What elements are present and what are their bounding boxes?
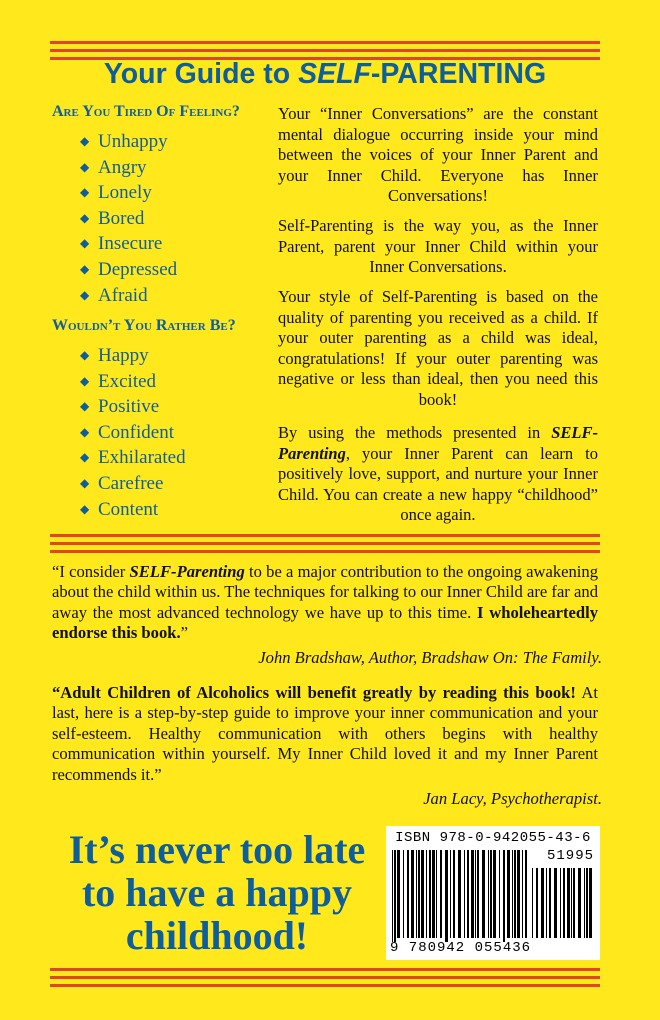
barcode-bar bbox=[421, 850, 424, 938]
diamond-bullet-icon: ◆ bbox=[80, 475, 90, 490]
list-item: ◆ Carefree bbox=[80, 471, 186, 497]
barcode-bar bbox=[445, 850, 448, 942]
list-item: ◆ Excited bbox=[80, 369, 186, 395]
intro-paragraph-3: Your style of Self-Parenting is based on the quality of parenting you received as a child. If your outer parenting as a child was ideal, congratulations! If your outer parenting was negative or less than ideal, then you need this book! bbox=[278, 287, 598, 409]
barcode-bar bbox=[458, 850, 461, 938]
quote-bradshaw: “I consider SELF-Parenting to be a major contribution to the ongoing awakening about the child within us. The techniques for talking to our Inner Child are far and away the most advanced technology we have up to this time. I wholeheartedly endorse this book.” bbox=[52, 562, 599, 643]
barcode-bar bbox=[546, 868, 547, 938]
barcode-bar bbox=[514, 850, 516, 938]
barcode-bar bbox=[416, 850, 417, 938]
rather-list bbox=[80, 343, 186, 522]
barcode-bar bbox=[499, 850, 500, 938]
barcode-bar bbox=[563, 868, 565, 938]
diamond-bullet-icon: ◆ bbox=[80, 210, 90, 225]
isbn-barcode bbox=[386, 826, 600, 960]
barcode-bar bbox=[517, 850, 520, 938]
barcode-bar bbox=[522, 850, 523, 938]
list-item: ◆ Lonely bbox=[80, 180, 177, 206]
list-item: ◆ Angry bbox=[80, 155, 177, 181]
barcode-bar bbox=[477, 850, 479, 938]
list-item: ◆ Insecure bbox=[80, 231, 177, 257]
intro-paragraph-4: By using the methods presented in SELF-Parenting, your Inner Parent can learn to positively love, support, and nurture your Inner Child. You can create a new happy “childhood” once again. bbox=[278, 423, 598, 525]
bottom-stripe bbox=[50, 968, 600, 987]
diamond-bullet-icon: ◆ bbox=[80, 399, 90, 414]
list-item: ◆ Bored bbox=[80, 206, 177, 232]
barcode-bar bbox=[467, 850, 469, 938]
barcode-bar bbox=[418, 850, 420, 938]
barcode-bar bbox=[503, 850, 505, 942]
barcode-bar bbox=[407, 850, 409, 938]
barcode-bar bbox=[482, 850, 485, 938]
barcode-bar bbox=[429, 850, 431, 938]
tired-heading: Are You Tired Of Feeling? bbox=[52, 103, 240, 120]
diamond-bullet-icon: ◆ bbox=[80, 348, 90, 362]
attribution-bradshaw: John Bradshaw, Author, Bradshaw On: The Family. bbox=[258, 648, 602, 667]
list-item: ◆ Afraid bbox=[80, 283, 177, 309]
barcode-bar bbox=[475, 850, 476, 938]
barcode-bar bbox=[493, 850, 496, 938]
isbn-text: ISBN 978-0-942055-43-6 bbox=[395, 830, 591, 846]
list-item: ◆ Unhappy bbox=[80, 129, 177, 155]
diamond-bullet-icon: ◆ bbox=[80, 450, 90, 465]
list-item: ◆ Exhilarated bbox=[80, 445, 186, 471]
price-code: 51995 bbox=[546, 848, 594, 864]
intro-paragraph-1: Your “Inner Conversations” are the constant mental dialogue occurring inside your mind between the voices of your Inner Parent and your Inner Child. Everyone has Inner Conversations! bbox=[278, 104, 598, 206]
barcode-bar bbox=[532, 868, 533, 938]
tagline: It’s never too late to have a happy childhood! bbox=[68, 827, 366, 958]
diamond-bullet-icon: ◆ bbox=[80, 287, 90, 302]
intro-paragraph-2: Self-Parenting is the way you, as the Inner Parent, parent your Inner Child within your Inner Conversations. bbox=[278, 216, 598, 277]
diamond-bullet-icon: ◆ bbox=[80, 236, 90, 251]
diamond-bullet-icon: ◆ bbox=[80, 159, 90, 174]
barcode-bar bbox=[571, 868, 572, 938]
barcode-bar bbox=[392, 850, 393, 942]
diamond-bullet-icon: ◆ bbox=[80, 134, 90, 148]
diamond-bullet-icon: ◆ bbox=[80, 185, 90, 200]
barcode-bar bbox=[525, 850, 527, 938]
list-item: ◆ Happy bbox=[80, 343, 186, 369]
barcode-bar bbox=[453, 850, 455, 938]
barcode-bar bbox=[554, 868, 557, 938]
barcode-bar bbox=[573, 868, 575, 938]
tired-list bbox=[80, 129, 177, 308]
barcode-bar bbox=[488, 850, 489, 938]
barcode-bar bbox=[411, 850, 414, 938]
barcode-bar bbox=[436, 850, 437, 938]
barcode-bar bbox=[567, 868, 570, 938]
diamond-bullet-icon: ◆ bbox=[80, 424, 90, 439]
barcode-bar bbox=[541, 868, 544, 938]
middle-stripe bbox=[50, 534, 600, 553]
barcode-bar bbox=[403, 850, 404, 938]
list-item: ◆ Positive bbox=[80, 394, 186, 420]
barcode-bar bbox=[589, 868, 592, 938]
diamond-bullet-icon: ◆ bbox=[80, 261, 90, 276]
barcode-bar bbox=[549, 868, 551, 938]
barcode-bar bbox=[560, 868, 561, 938]
list-item: ◆ Content bbox=[80, 497, 186, 523]
barcode-bar bbox=[394, 850, 396, 942]
barcode-bar bbox=[426, 850, 427, 938]
barcode-bar bbox=[397, 850, 400, 938]
diamond-bullet-icon: ◆ bbox=[80, 373, 90, 388]
barcode-bar bbox=[440, 850, 442, 938]
barcode-bar bbox=[464, 850, 465, 938]
barcode-bar bbox=[471, 850, 474, 938]
barcode-bar bbox=[512, 850, 513, 938]
page-title: Your Guide to SELF-PARENTING bbox=[103, 58, 547, 90]
diamond-bullet-icon: ◆ bbox=[80, 501, 90, 516]
barcode-bar bbox=[490, 850, 492, 938]
attribution-lacy: Jan Lacy, Psychotherapist. bbox=[423, 789, 602, 808]
barcode-bar bbox=[450, 850, 451, 938]
list-item: ◆ Confident bbox=[80, 420, 186, 446]
barcode-bar bbox=[536, 868, 538, 938]
quote-lacy: “Adult Children of Alcoholics will benefit greatly by reading this book! At last, here is a step-by-step guide to improve your inner communication and your self-esteem. Healthy communication with others begins with healthy communication within yourself. My Inner Child loved it and my Inner Parent recommends it.” bbox=[52, 683, 598, 784]
barcode-bar bbox=[584, 868, 585, 938]
list-item: ◆ Depressed bbox=[80, 257, 177, 283]
rather-heading: Wouldn’t You Rather Be? bbox=[52, 317, 236, 334]
barcode-bar bbox=[507, 850, 510, 938]
barcode-bar bbox=[432, 850, 435, 938]
barcode-bar bbox=[586, 868, 588, 938]
barcode-bar bbox=[578, 868, 581, 938]
ean-digits: 9 780942 055436 bbox=[390, 940, 532, 956]
